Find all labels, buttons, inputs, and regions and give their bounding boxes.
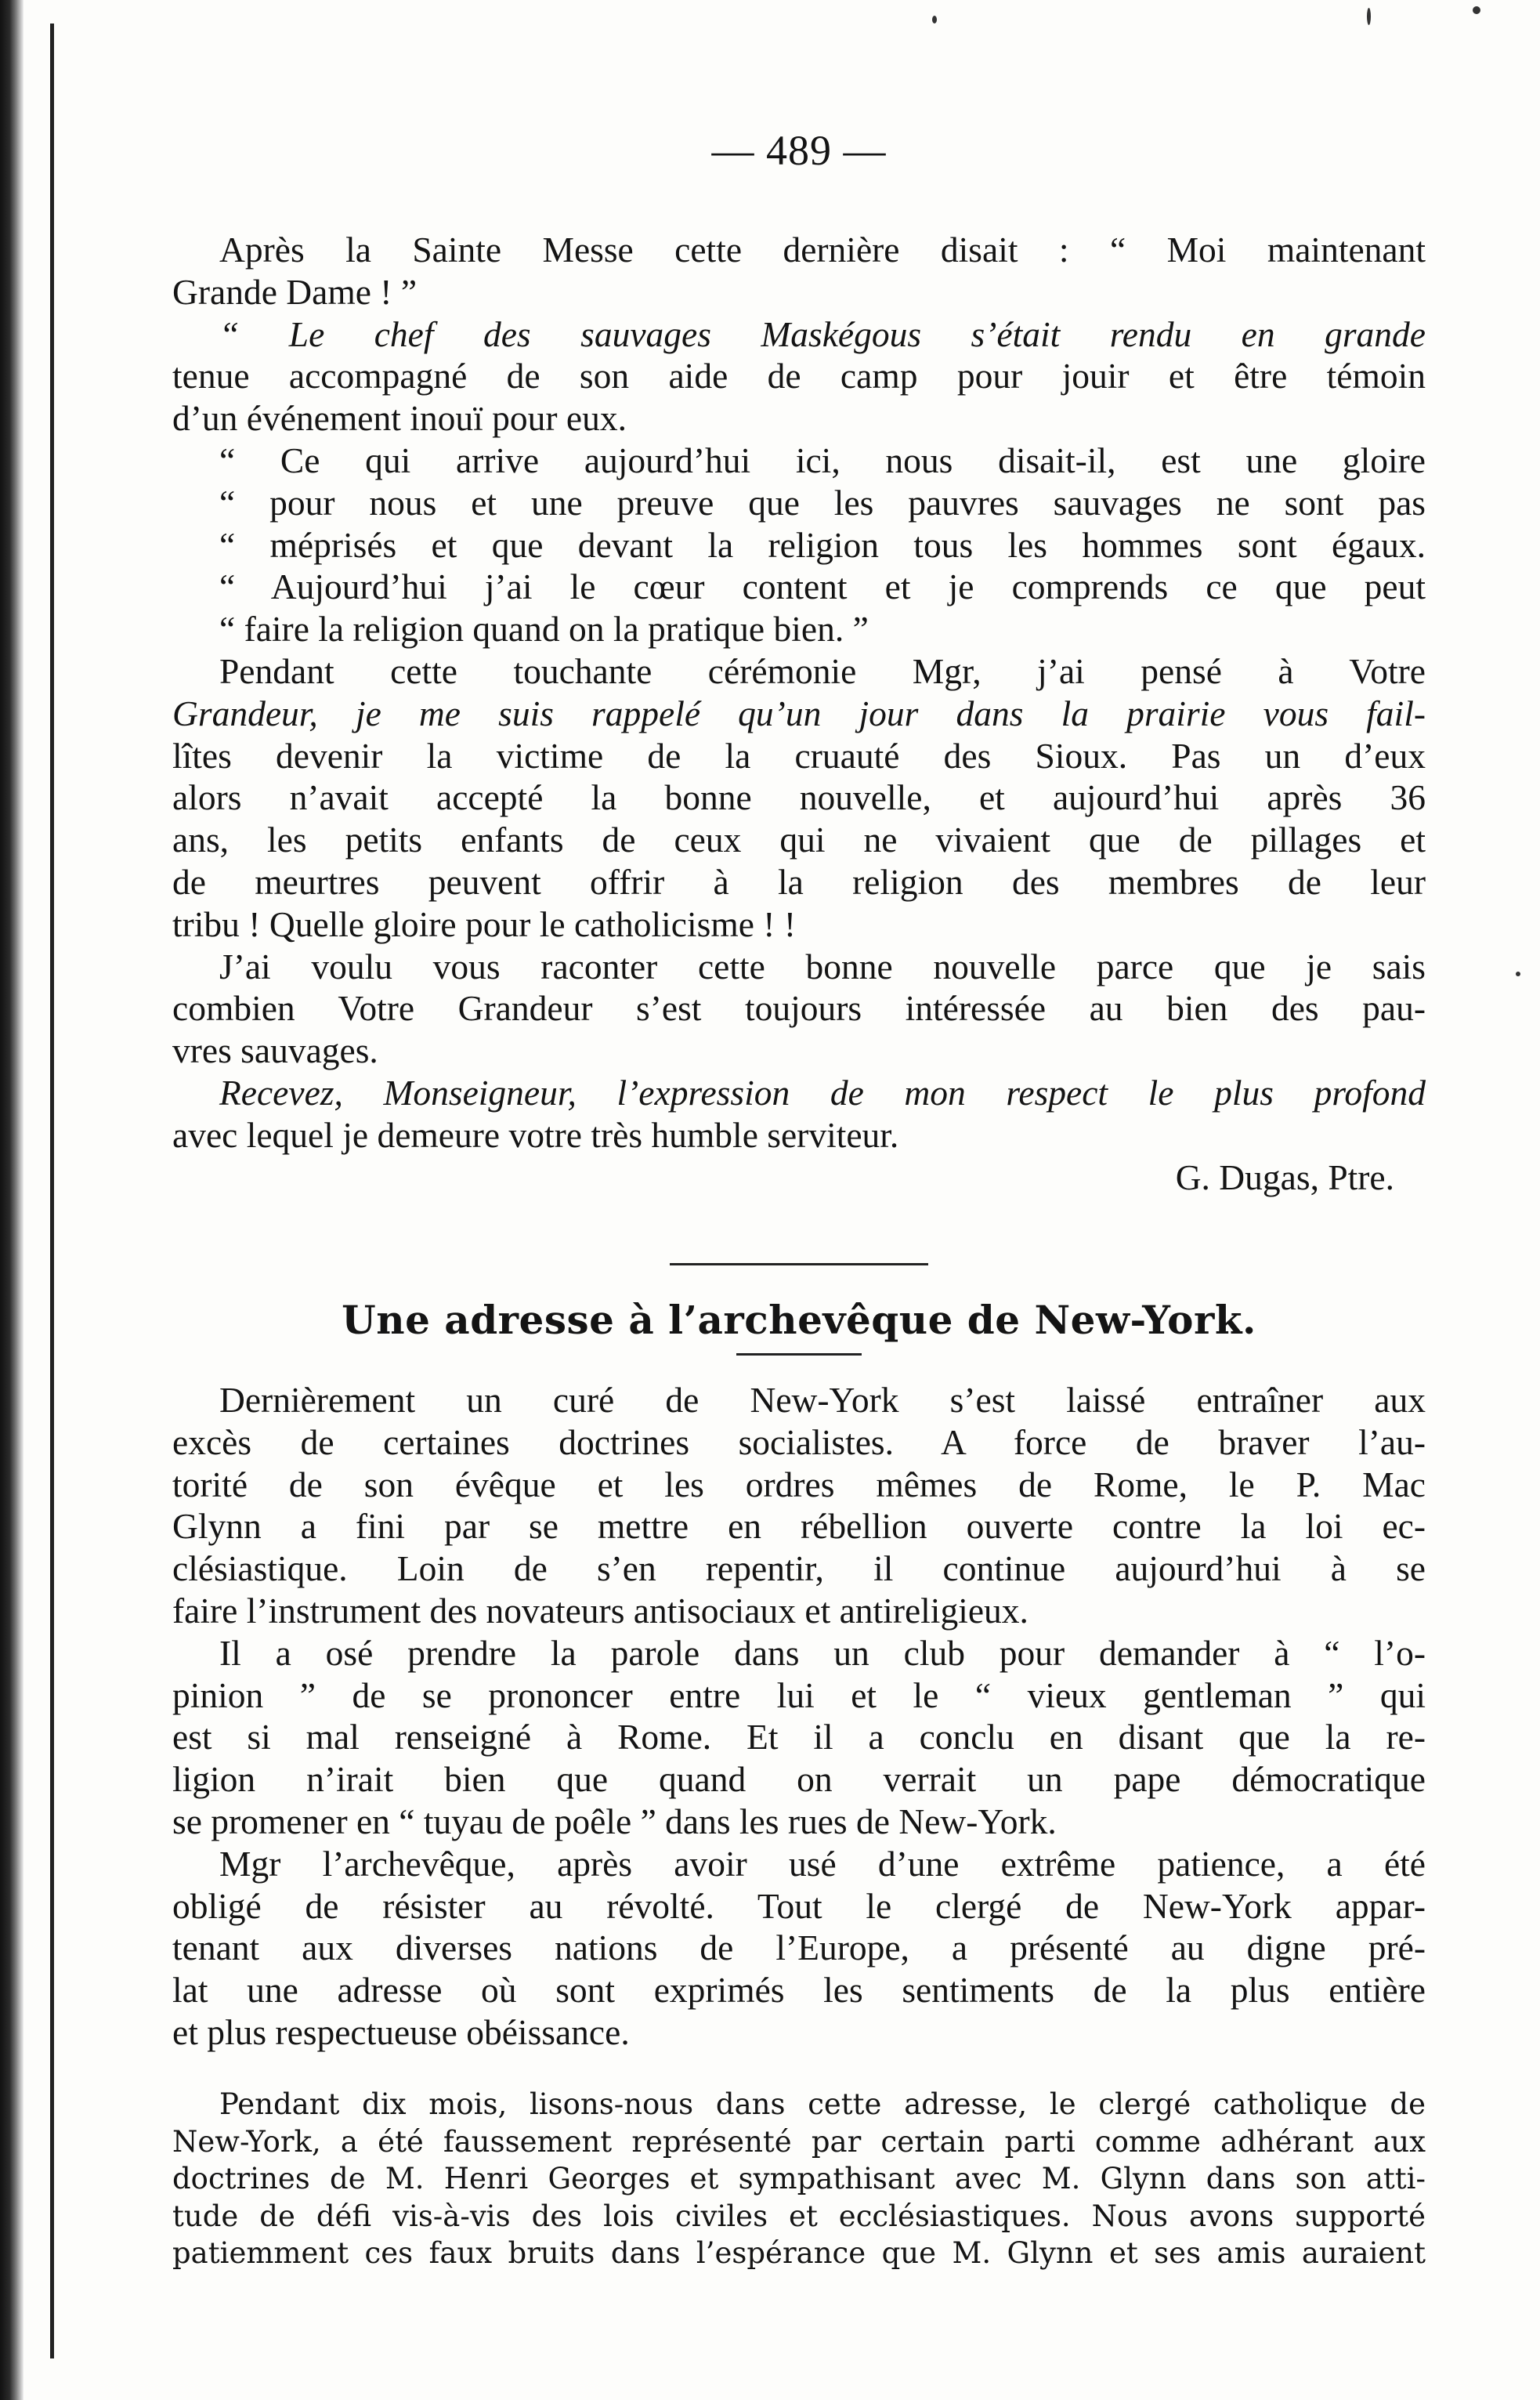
article-body <box>172 1379 1426 2054</box>
text-line: de meurtres peuvent offrir à la religion des membres de leur <box>172 861 1426 902</box>
text-line: avec lequel je demeure votre très humble serviteur. <box>172 1114 899 1155</box>
text-line: Pendant dix mois, lisons-nous dans cette adresse, le clergé catholique de <box>219 2087 1426 2121</box>
text-line: excès de certaines doctrines socialistes. A force de braver l’au- <box>172 1421 1426 1462</box>
text-line: tribu ! Quelle gloire pour le catholicisme ! ! <box>172 903 796 944</box>
text-line: Grande Dame ! ” <box>172 271 418 312</box>
text-line: combien Votre Grandeur s’est toujours intéressée au bien des pau- <box>172 988 1426 1029</box>
text-line: tenant aux diverses nations de l’Europe, a présenté au digne pré- <box>172 1928 1426 1968</box>
text-line: Recevez, Monseigneur, l’expression de mon respect le plus profond <box>219 1072 1426 1113</box>
text-line: obligé de résister au révolté. Tout le clergé de New-York appar- <box>172 1885 1426 1926</box>
text-line: “ Ce qui arrive aujourd’hui ici, nous disait-il, est une gloire <box>219 440 1426 480</box>
text-line: ligion n’irait bien que quand on verrait un pape démocratique <box>172 1759 1426 1800</box>
section-divider <box>670 1263 928 1265</box>
text-line: “ méprisés et que devant la religion tous les hommes sont égaux. <box>219 524 1426 565</box>
ink-speck <box>1516 972 1520 976</box>
article-heading: Une adresse à l’archevêque de New-York. <box>342 1297 1256 1343</box>
ink-speck <box>932 16 937 24</box>
text-line: Mgr l’archevêque, après avoir usé d’une extrême patience, a été <box>219 1843 1426 1884</box>
letter-body <box>172 229 1426 1198</box>
ink-speck <box>1473 6 1480 14</box>
text-line: Dernièrement un curé de New-York s’est laissé entraîner aux <box>219 1380 1426 1420</box>
text-line: est si mal renseigné à Rome. Et il a conclu en disant que la re- <box>172 1717 1426 1757</box>
text-line: pinion ” de se prononcer entre lui et le “ vieux gentleman ” qui <box>172 1674 1426 1715</box>
text-line: lat une adresse où sont exprimés les sentiments de la plus entière <box>172 1970 1426 2011</box>
text-line: clésiastique. Loin de s’en repentir, il continue aujourd’hui à se <box>172 1548 1426 1589</box>
text-line: lîtes devenir la victime de la cruauté des Sioux. Pas un d’eux <box>172 735 1426 776</box>
quoted-address <box>172 2086 1426 2272</box>
binding-line <box>50 24 54 2358</box>
text-line: alors n’avait accepté la bonne nouvelle, et aujourd’hui après 36 <box>172 777 1426 818</box>
text-line: vres sauvages. <box>172 1030 378 1071</box>
text-line: tenue accompagné de son aide de camp pour jouir et être témoin <box>172 356 1426 396</box>
text-line: d’un événement inouï pour eux. <box>172 398 627 439</box>
text-line: Pendant cette touchante cérémonie Mgr, j’ai pensé à Votre <box>219 650 1426 691</box>
text-line: “ faire la religion quand on la pratique bien. ” <box>219 609 869 650</box>
text-line: ans, les petits enfants de ceux qui ne vivaient que de pillages et <box>172 820 1426 860</box>
text-line: G. Dugas, Ptre. <box>1175 1157 1394 1197</box>
text-line: se promener en “ tuyau de poêle ” dans les rues de New-York. <box>172 1801 1057 1841</box>
text-line: tude de défi vis-à-vis des lois civiles et ecclésiastiques. Nous avons supporté <box>172 2199 1426 2233</box>
text-line: J’ai voulu vous raconter cette bonne nouvelle parce que je sais <box>219 946 1426 986</box>
text-line: torité de son évêque et les ordres mêmes de Rome, le P. Mac <box>172 1464 1426 1504</box>
text-line: “ Le chef des sauvages Maskégous s’était rendu en grande <box>219 313 1426 354</box>
text-line: Grandeur, je me suis rappelé qu’un jour dans la prairie vous fail- <box>172 693 1426 733</box>
text-line: doctrines de M. Henri Georges et sympathisant avec M. Glynn dans son atti- <box>172 2162 1426 2195</box>
text-line: et plus respectueuse obéissance. <box>172 2011 630 2052</box>
ink-speck <box>1367 8 1371 25</box>
heading-underline <box>736 1353 862 1356</box>
text-line: “ pour nous et une preuve que les pauvres sauvages ne sont pas <box>219 482 1426 523</box>
text-line: New-York, a été faussement représenté par certain parti comme adhérant aux <box>172 2124 1426 2159</box>
page-number: — 489 — <box>711 127 887 174</box>
text-line: Glynn a fini par se mettre en rébellion ouverte contre la loi ec- <box>172 1506 1426 1547</box>
text-line: “ Aujourd’hui j’ai le cœur content et je comprends ce que peut <box>219 567 1426 607</box>
text-line: Après la Sainte Messe cette dernière disait : “ Moi maintenant <box>219 230 1426 270</box>
binding-edge <box>0 0 23 2400</box>
text-line: faire l’instrument des novateurs antisociaux et antireligieux. <box>172 1590 1028 1631</box>
text-line: Il a osé prendre la parole dans un club pour demander à “ l’o- <box>219 1632 1426 1673</box>
text-line: patiemment ces faux bruits dans l’espérance que M. Glynn et ses amis auraient <box>172 2236 1426 2270</box>
